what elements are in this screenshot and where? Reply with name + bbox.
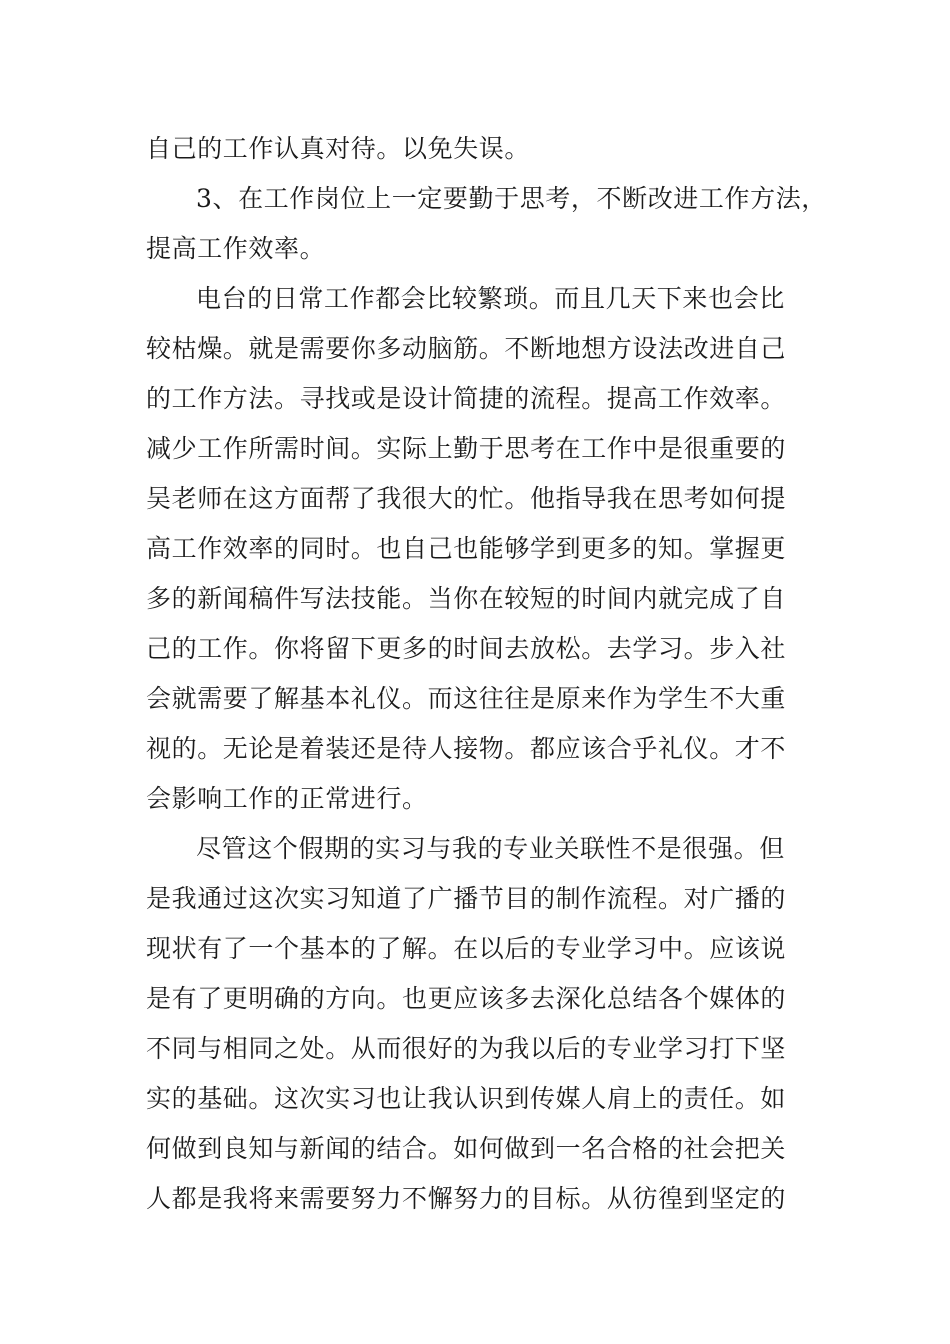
text-line: 自己的工作认真对待。以免失误。 xyxy=(146,134,531,163)
text-line: 尽管这个假期的实习与我的专业关联性不是很强。但 xyxy=(196,834,785,863)
text-line: 不同与相同之处。从而很好的为我以后的专业学习打下坚 xyxy=(146,1034,787,1063)
text-line: 提高工作效率。 xyxy=(146,234,326,263)
text-line: 较枯燥。就是需要你多动脑筋。不断地想方设法改进自己 xyxy=(146,334,787,363)
text-line: 多的新闻稿件写法技能。当你在较短的时间内就完成了自 xyxy=(146,584,787,613)
text-line: 现状有了一个基本的了解。在以后的专业学习中。应该说 xyxy=(146,934,787,963)
text-line: 会就需要了解基本礼仪。而这往往是原来作为学生不大重 xyxy=(146,684,787,713)
text-line: 视的。无论是着装还是待人接物。都应该合乎礼仪。才不 xyxy=(146,734,787,763)
text-line: 电台的日常工作都会比较繁琐。而且几天下来也会比 xyxy=(196,284,785,313)
text-line: 3、在工作岗位上一定要勤于思考，不断改进工作方法， xyxy=(196,184,827,213)
text-line: 何做到良知与新闻的结合。如何做到一名合格的社会把关 xyxy=(146,1134,787,1163)
text-line: 是有了更明确的方向。也更应该多去深化总结各个媒体的 xyxy=(146,984,787,1013)
text-line: 人都是我将来需要努力不懈努力的目标。从彷徨到坚定的 xyxy=(146,1184,787,1213)
text-line: 高工作效率的同时。也自己也能够学到更多的知。掌握更 xyxy=(146,534,787,563)
text-line: 的工作方法。寻找或是设计简捷的流程。提高工作效率。 xyxy=(146,384,787,413)
text-line: 己的工作。你将留下更多的时间去放松。去学习。步入社 xyxy=(146,634,787,663)
text-line: 减少工作所需时间。实际上勤于思考在工作中是很重要的 xyxy=(146,434,787,463)
text-line: 是我通过这次实习知道了广播节目的制作流程。对广播的 xyxy=(146,884,787,913)
text-line: 吴老师在这方面帮了我很大的忙。他指导我在思考如何提 xyxy=(146,484,787,513)
text-line: 会影响工作的正常进行。 xyxy=(146,784,428,813)
text-line: 实的基础。这次实习也让我认识到传媒人肩上的责任。如 xyxy=(146,1084,787,1113)
